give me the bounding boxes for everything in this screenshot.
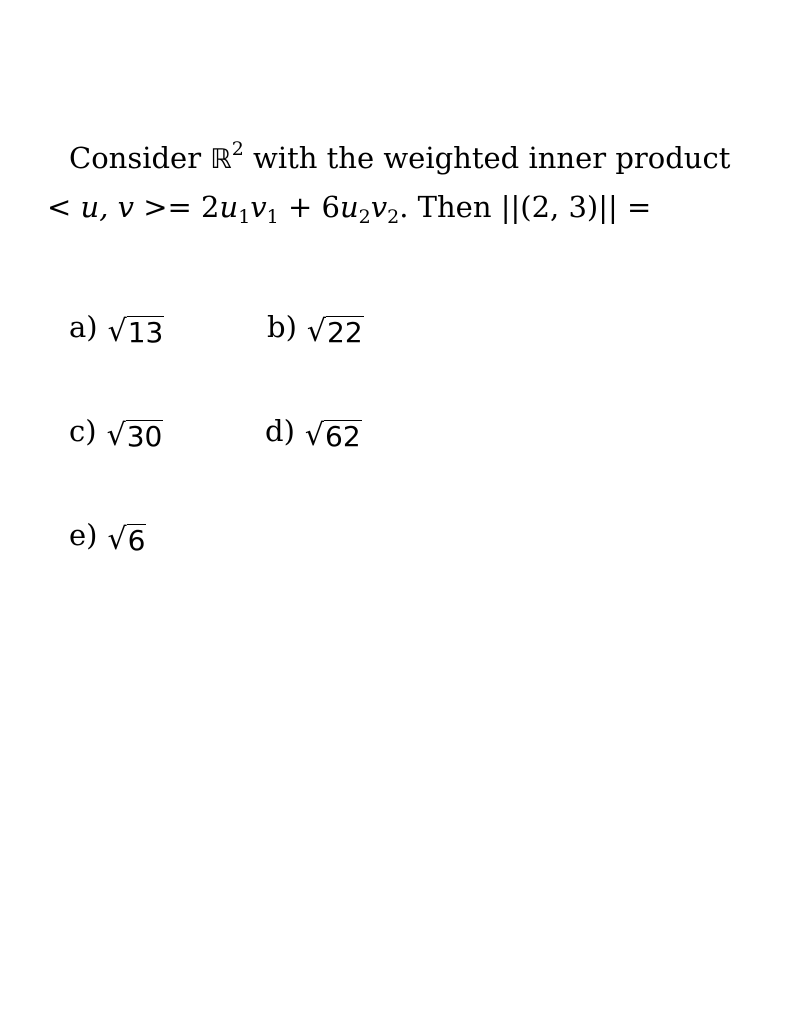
choice-letter: b) <box>267 310 297 344</box>
radicand: 22 <box>327 315 363 349</box>
radicand: 6 <box>127 523 146 557</box>
var-v1: v <box>250 190 267 224</box>
choice-d <box>265 414 362 453</box>
radical-sign: √ <box>306 314 327 349</box>
radical-sign: √ <box>304 418 325 453</box>
sub-u1: 1 <box>238 206 251 228</box>
sqrt-expression <box>108 316 165 347</box>
formula-equals: = 2 <box>167 190 220 224</box>
sub-u2: 2 <box>358 206 371 228</box>
question-intro-rest: with the weighted inner product <box>243 141 731 175</box>
question-then-text: . Then ||(2, 3)|| = <box>399 190 652 224</box>
sub-v2: 2 <box>387 206 400 228</box>
radical-sign: √ <box>107 522 127 557</box>
choice-b <box>267 310 364 349</box>
var-v2: v <box>370 190 388 224</box>
sqrt-expression <box>107 420 164 451</box>
choice-letter: e) <box>69 518 98 552</box>
radical-sign: √ <box>107 314 127 349</box>
var-u2: u <box>339 190 359 224</box>
sqrt-expression <box>107 524 146 555</box>
question-line-2 <box>47 190 652 228</box>
radical-sign: √ <box>106 418 126 453</box>
choice-letter: d) <box>265 414 295 448</box>
formula-plus-term: + 6 <box>278 190 340 224</box>
choice-a <box>69 310 164 349</box>
sqrt-expression <box>305 420 362 451</box>
space-exponent: 2 <box>231 138 244 160</box>
sqrt-expression <box>307 316 364 347</box>
choice-e <box>69 518 146 557</box>
choice-letter: c) <box>69 414 97 448</box>
var-u1: u <box>219 190 239 224</box>
question-line-1 <box>69 140 730 173</box>
radicand: 62 <box>325 419 361 453</box>
real-space-symbol: ℝ <box>210 144 232 175</box>
sub-v1: 1 <box>266 206 279 228</box>
radicand: 13 <box>127 315 164 349</box>
choice-c <box>69 414 163 453</box>
inner-product-notation: < u, v > <box>47 190 168 224</box>
radicand: 30 <box>126 419 163 453</box>
question-intro: Consider <box>69 141 211 175</box>
choice-letter: a) <box>69 310 98 344</box>
